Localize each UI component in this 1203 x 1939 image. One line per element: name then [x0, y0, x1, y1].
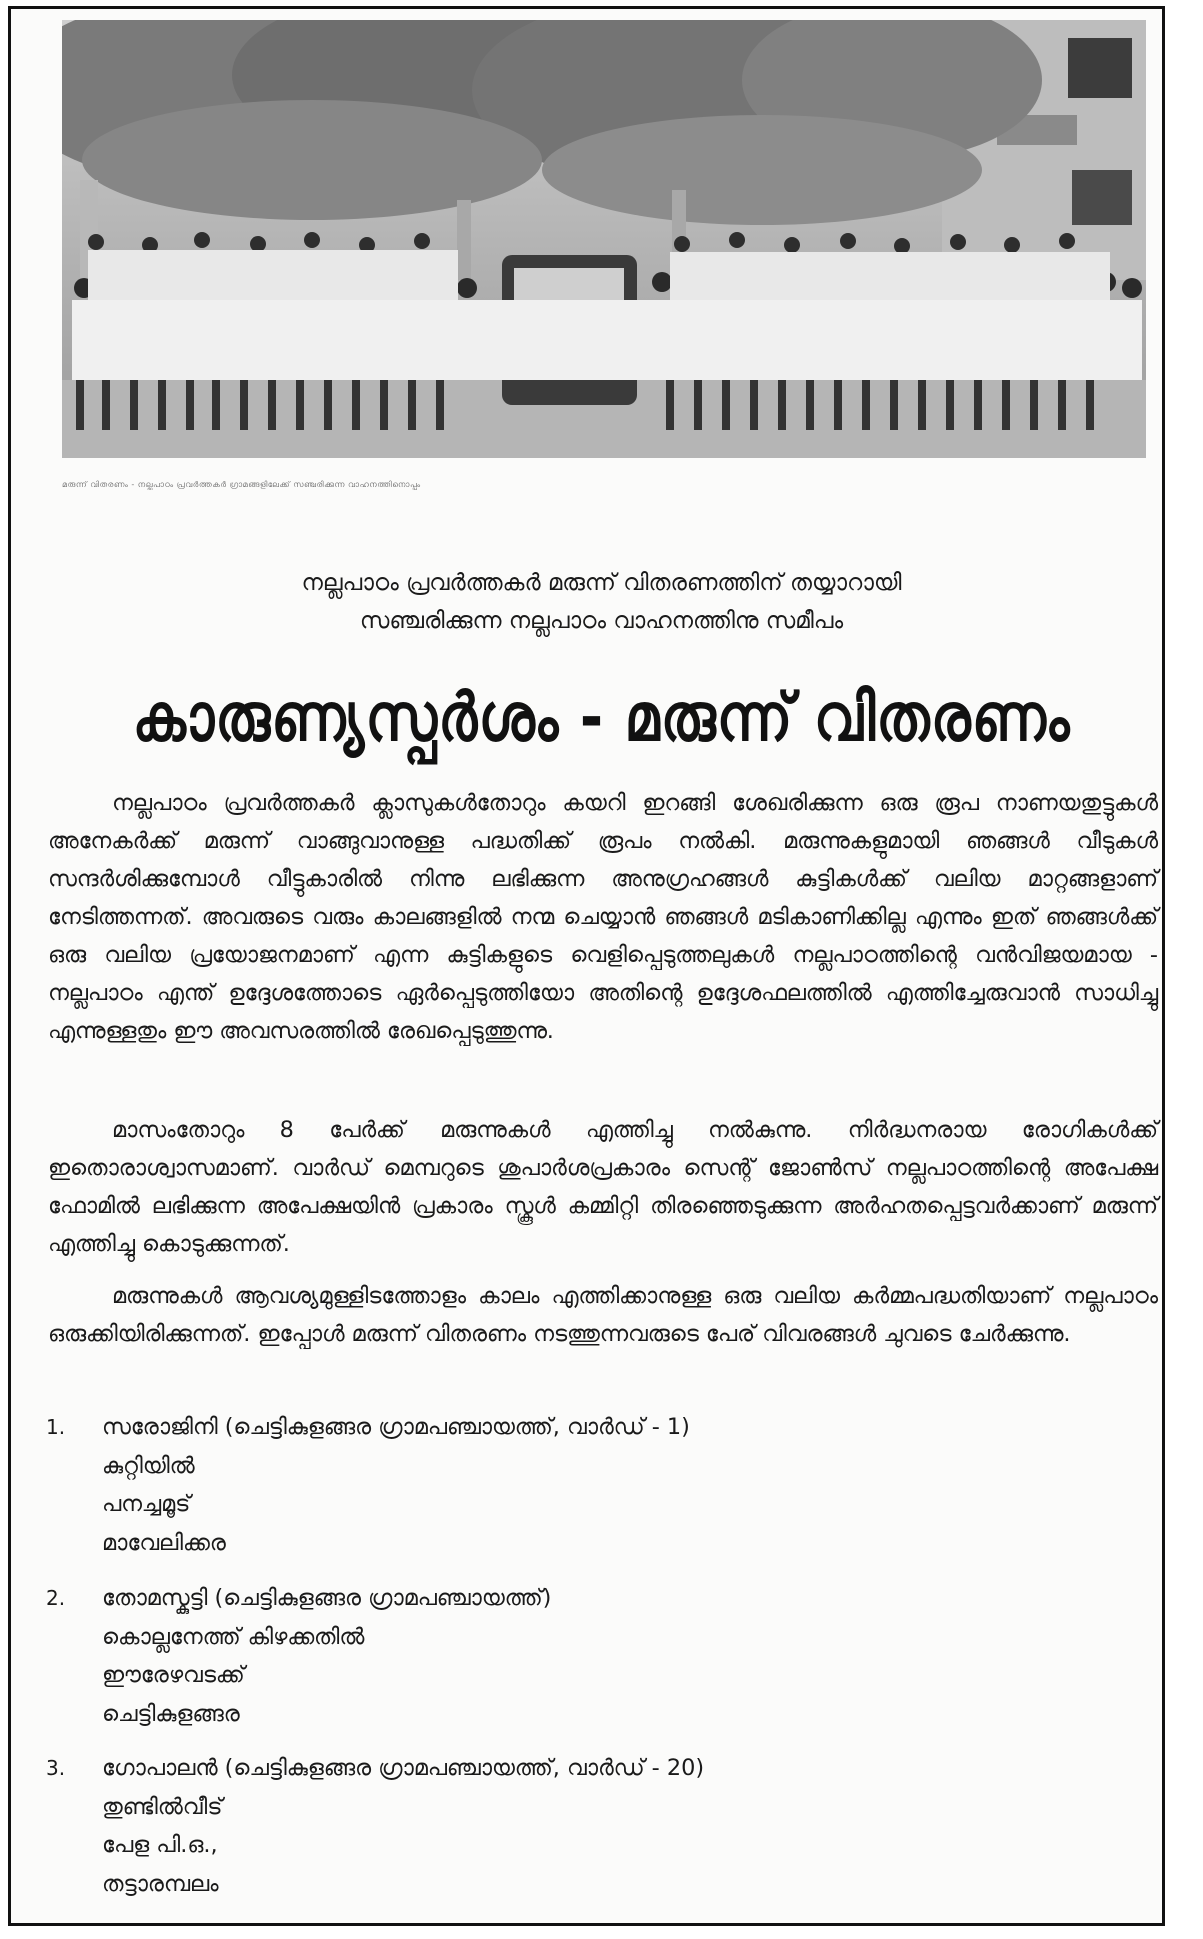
recipient-town: മാവേലിക്കര	[102, 1529, 226, 1556]
recipient-house: കൊല്ലനേത്ത് കിഴക്കതിൽ	[102, 1623, 365, 1650]
group-photo	[62, 20, 1146, 458]
article-headline: കാരുണ്യസ്പർശം - മരുന്ന് വിതരണം	[132, 680, 1071, 757]
recipient-town: ചെട്ടികുളങ്ങര	[102, 1700, 240, 1727]
body-paragraph-3: മരുന്നുകൾ ആവശ്യമുള്ളിടത്തോളം കാലം എത്തിക്കാനുള്ള ഒരു വലിയ കർമ്മപദ്ധതിയാണ് നല്ലപാഠം ഒരുക്കിയിരിക്കുന്നത്. ഇപ്പോൾ മരുന്ന് വിതരണം നടത്തുന്നവരുടെ പേര് വിവരങ്ങൾ ചുവടെ ചേർക്കുന്നു.	[48, 1283, 1158, 1347]
recipient-house: കുറ്റിയിൽ	[102, 1452, 195, 1479]
body-paragraph-1: നല്ലപാഠം പ്രവർത്തകർ ക്ലാസുകൾതോറും കയറി ഇറങ്ങി ശേഖരിക്കുന്ന ഒരു രൂപ നാണയതുട്ടുകൾ അനേകർക്ക് മരുന്ന് വാങ്ങുവാനുള്ള പദ്ധതിക്ക് രൂപം നൽകി. മരുന്നുകളുമായി ഞങ്ങൾ വീടുകൾ സന്ദർശിക്കുമ്പോൾ വീട്ടുകാരിൽ നിന്നു ലഭിക്കുന്ന അനുഗ്രഹങ്ങൾ കുട്ടികൾക്ക് വലിയ മാറ്റങ്ങളാണ് നേടിത്തന്നത്. അവരുടെ വരും കാലങ്ങളിൽ നന്മ ചെയ്യാൻ ഞങ്ങൾ മടികാണിക്കില്ല എന്നും ഇത് ഞങ്ങൾക്ക് ഒരു വലിയ പ്രയോജനമാണ് എന്ന കുട്ടികളുടെ വെളിപ്പെടുത്തലുകൾ നല്ലപാഠത്തിന്റെ വൻവിജയമായ - നല്ലപാഠം എന്ത് ഉദ്ദേശത്തോടെ ഏർപ്പെടുത്തിയോ അതിന്റെ ഉദ്ദേശഫലത്തിൽ എത്തിച്ചേരുവാൻ സാധിച്ചു എന്നുള്ളതും ഈ അവസരത്തിൽ രേഖപ്പെടുത്തുന്നു.	[48, 790, 1158, 1044]
recipient-town: തട്ടാരമ്പലം	[102, 1870, 219, 1897]
recipient-name: ഗോപാലൻ (ചെട്ടികുളങ്ങര ഗ്രാമപഞ്ചായത്ത്, വാർഡ് - 20)	[102, 1755, 705, 1781]
recipient-number: 3.	[46, 1756, 66, 1780]
photo-caption-line-1: നല്ലപാഠം പ്രവർത്തകർ മരുന്ന് വിതരണത്തിന് തയ്യാറായി	[301, 570, 902, 596]
photo-caption-strip: മരുന്ന് വിതരണം - നല്ലപാഠം പ്രവർത്തകർ ഗ്രാമങ്ങളിലേക്ക് സഞ്ചരിക്കുന്ന വാഹനത്തിനൊപ്പം	[62, 480, 421, 489]
recipient-number: 1.	[46, 1415, 66, 1439]
recipient-locality: ഈരേഴവടക്ക്	[102, 1662, 245, 1688]
body-paragraph-2: മാസംതോറും 8 പേർക്ക് മരുന്നുകൾ എത്തിച്ചു നൽകുന്നു. നിർദ്ധനരായ രോഗികൾക്ക് ഇതൊരാശ്വാസമാണ്. വാർഡ് മെമ്പറുടെ ശുപാർശപ്രകാരം സെന്റ് ജോൺസ് നല്ലപാഠത്തിന്റെ അപേക്ഷ ഫോമിൽ ലഭിക്കുന്ന അപേക്ഷയിൻ പ്രകാരം സ്കൂൾ കമ്മിറ്റി തിരഞ്ഞെടുക്കുന്ന അർഹതപ്പെട്ടവർക്കാണ് മരുന്ന് എത്തിച്ചു കൊടുക്കുന്നത്.	[48, 1117, 1158, 1257]
recipient-locality: പേള പി.ഒ.,	[102, 1832, 218, 1858]
photo-caption-line-2: സഞ്ചരിക്കുന്ന നല്ലപാഠം വാഹനത്തിനു സമീപം	[359, 608, 844, 634]
recipient-locality: പനച്ചമൂട്	[102, 1491, 191, 1517]
recipient-number: 2.	[46, 1586, 66, 1610]
recipient-name: സരോജിനി (ചെട്ടികുളങ്ങര ഗ്രാമപഞ്ചായത്ത്, വാർഡ് - 1)	[102, 1414, 690, 1440]
recipient-name: തോമസ്കുട്ടി (ചെട്ടികുളങ്ങര ഗ്രാമപഞ്ചായത്ത്)	[102, 1585, 552, 1611]
recipient-house: തുണ്ടിൽവീട്	[102, 1793, 223, 1820]
